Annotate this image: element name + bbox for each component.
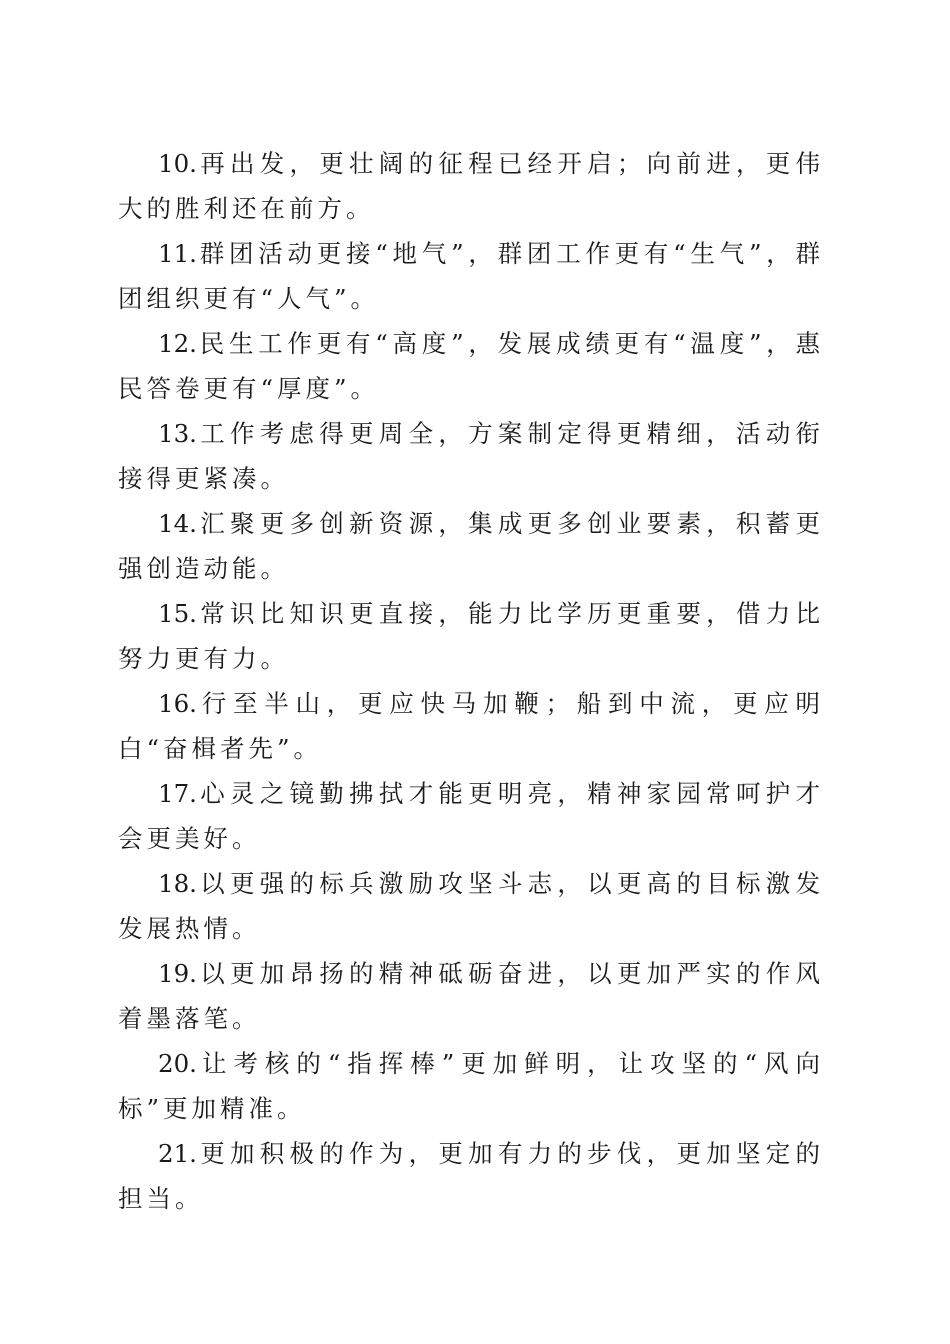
- item-text: 再出发，更壮阔的征程已经开启；向前进，更伟大的胜利还在前方。: [118, 149, 824, 223]
- item-number: 14.: [158, 509, 197, 538]
- item-number: 13.: [158, 419, 197, 448]
- list-item: [118, 321, 824, 411]
- item-number: 17.: [158, 779, 197, 808]
- list-item: [118, 861, 824, 951]
- item-number: 20.: [158, 1049, 197, 1078]
- item-text: 汇聚更多创新资源，集成更多创业要素，积蓄更强创造动能。: [118, 509, 824, 583]
- item-text: 让考核的“指挥棒”更加鲜明，让攻坚的“风向标”更加精准。: [118, 1049, 824, 1123]
- item-number: 10.: [158, 149, 197, 178]
- item-number: 21.: [158, 1139, 197, 1168]
- list-item: [118, 1131, 824, 1221]
- item-text: 以更加昂扬的精神砥砺奋进，以更加严实的作风着墨落笔。: [118, 959, 824, 1033]
- list-item: [118, 501, 824, 591]
- list-item: [118, 591, 824, 681]
- list-item: [118, 1041, 824, 1131]
- document-body: [118, 141, 824, 1221]
- list-item: [118, 141, 824, 231]
- item-number: 15.: [158, 599, 197, 628]
- item-text: 群团活动更接“地气”，群团工作更有“生气”，群团组织更有“人气”。: [118, 239, 824, 313]
- item-text: 工作考虑得更周全，方案制定得更精细，活动衔接得更紧凑。: [118, 419, 824, 493]
- list-item: [118, 231, 824, 321]
- item-text: 更加积极的作为，更加有力的步伐，更加坚定的担当。: [118, 1139, 824, 1213]
- item-text: 民生工作更有“高度”，发展成绩更有“温度”，惠民答卷更有“厚度”。: [118, 329, 824, 403]
- item-number: 12.: [158, 329, 197, 358]
- item-number: 18.: [158, 869, 197, 898]
- list-item: [118, 771, 824, 861]
- list-item: [118, 411, 824, 501]
- list-item: [118, 681, 824, 771]
- item-number: 19.: [158, 959, 197, 988]
- item-text: 以更强的标兵激励攻坚斗志，以更高的目标激发发展热情。: [118, 869, 824, 943]
- item-text: 行至半山，更应快马加鞭；船到中流，更应明白“奋楫者先”。: [118, 689, 824, 763]
- item-text: 常识比知识更直接，能力比学历更重要，借力比努力更有力。: [118, 599, 824, 673]
- item-number: 16.: [158, 689, 197, 718]
- item-number: 11.: [158, 239, 197, 268]
- list-item: [118, 951, 824, 1041]
- item-text: 心灵之镜勤拂拭才能更明亮，精神家园常呵护才会更美好。: [118, 779, 824, 853]
